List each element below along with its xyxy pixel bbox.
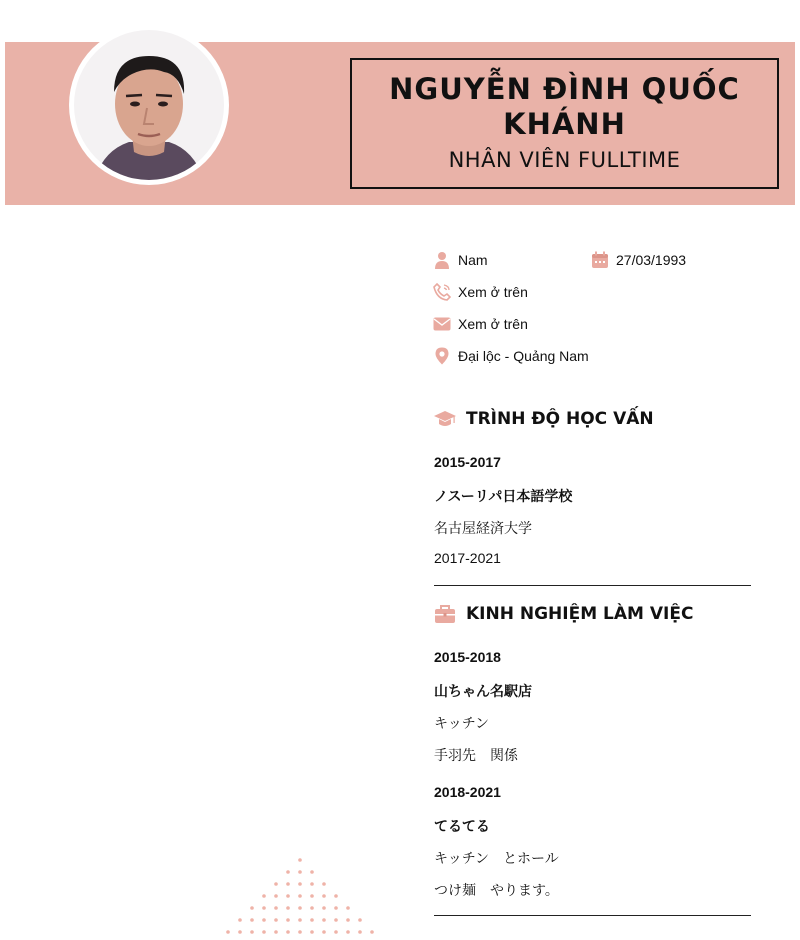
decorative-dot: [274, 882, 278, 886]
decorative-dot: [262, 930, 266, 934]
decorative-dot: [334, 918, 338, 922]
decorative-dot: [346, 918, 350, 922]
divider: [434, 915, 751, 916]
decorative-dot: [238, 930, 242, 934]
graduation-cap-icon: [434, 408, 456, 430]
decorative-dot: [262, 906, 266, 910]
job-period: 2015-2018: [434, 649, 501, 665]
education-heading: [434, 408, 654, 430]
full-name: NGUYỄN ĐÌNH QUỐC KHÁNH: [389, 72, 740, 141]
decorative-dot: [250, 906, 254, 910]
job-company: 山ちゃん名駅店: [434, 683, 532, 699]
education-university: 名古屋経済大学: [434, 520, 532, 536]
decorative-dot: [298, 894, 302, 898]
decorative-dot: [286, 930, 290, 934]
decorative-dot: [322, 894, 326, 898]
avatar: [69, 25, 229, 185]
birthdate-row: [590, 250, 686, 270]
job-detail: 手羽先 関係: [434, 747, 518, 763]
decorative-dot: [322, 882, 326, 886]
decorative-dot: [286, 870, 290, 874]
job-company: てるてる: [434, 818, 490, 834]
briefcase-icon: [434, 603, 456, 625]
decorative-dots: [200, 850, 400, 940]
decorative-dot: [358, 930, 362, 934]
decorative-dot: [298, 858, 302, 862]
job-detail: つけ麺 やります。: [434, 882, 559, 898]
phone-value: Xem ở trên: [458, 284, 528, 300]
decorative-dot: [298, 930, 302, 934]
decorative-dot: [334, 906, 338, 910]
email-row: [432, 314, 528, 334]
decorative-dot: [274, 906, 278, 910]
education-title: TRÌNH ĐỘ HỌC VẤN: [466, 409, 654, 429]
decorative-dot: [334, 894, 338, 898]
map-pin-icon: [432, 346, 452, 366]
decorative-dot: [322, 918, 326, 922]
decorative-dot: [370, 930, 374, 934]
decorative-dot: [262, 894, 266, 898]
decorative-dot: [298, 918, 302, 922]
decorative-dot: [310, 906, 314, 910]
job-detail: キッチン とホール: [434, 850, 559, 866]
job-period: 2018-2021: [434, 784, 501, 800]
decorative-dot: [274, 918, 278, 922]
decorative-dot: [286, 882, 290, 886]
profile-photo: [74, 30, 224, 180]
decorative-dot: [346, 906, 350, 910]
decorative-dot: [262, 918, 266, 922]
decorative-dot: [298, 882, 302, 886]
job-title: NHÂN VIÊN FULLTIME: [448, 148, 681, 172]
birthdate-value: 27/03/1993: [616, 252, 687, 268]
decorative-dot: [274, 930, 278, 934]
experience-title: KINH NGHIỆM LÀM VIỆC: [466, 604, 694, 624]
name-box: [350, 58, 779, 189]
email-value: Xem ở trên: [458, 316, 528, 332]
decorative-dot: [250, 930, 254, 934]
decorative-dot: [298, 870, 302, 874]
decorative-dot: [286, 894, 290, 898]
gender-row: [432, 250, 488, 270]
divider: [434, 585, 751, 586]
decorative-dot: [286, 906, 290, 910]
decorative-dot: [238, 918, 242, 922]
decorative-dot: [310, 918, 314, 922]
education-university-period: 2017-2021: [434, 550, 501, 566]
decorative-dot: [298, 906, 302, 910]
gender-value: Nam: [458, 252, 488, 268]
address-row: [432, 346, 589, 366]
decorative-dot: [310, 882, 314, 886]
decorative-dot: [286, 918, 290, 922]
experience-heading: [434, 603, 693, 625]
calendar-icon: [590, 250, 610, 270]
decorative-dot: [310, 894, 314, 898]
job-detail: キッチン: [434, 715, 490, 731]
phone-row: [432, 282, 528, 302]
decorative-dot: [358, 918, 362, 922]
address-value: Đại lộc - Quảng Nam: [458, 348, 589, 364]
envelope-icon: [432, 314, 452, 334]
decorative-dot: [346, 930, 350, 934]
education-period: 2015-2017: [434, 454, 501, 470]
decorative-dot: [250, 918, 254, 922]
decorative-dot: [226, 930, 230, 934]
user-icon: [432, 250, 452, 270]
decorative-dot: [322, 930, 326, 934]
decorative-dot: [274, 894, 278, 898]
phone-icon: [432, 282, 452, 302]
decorative-dot: [322, 906, 326, 910]
decorative-dot: [310, 870, 314, 874]
decorative-dot: [310, 930, 314, 934]
education-school: ノスーリパ日本語学校: [434, 488, 573, 504]
decorative-dot: [334, 930, 338, 934]
